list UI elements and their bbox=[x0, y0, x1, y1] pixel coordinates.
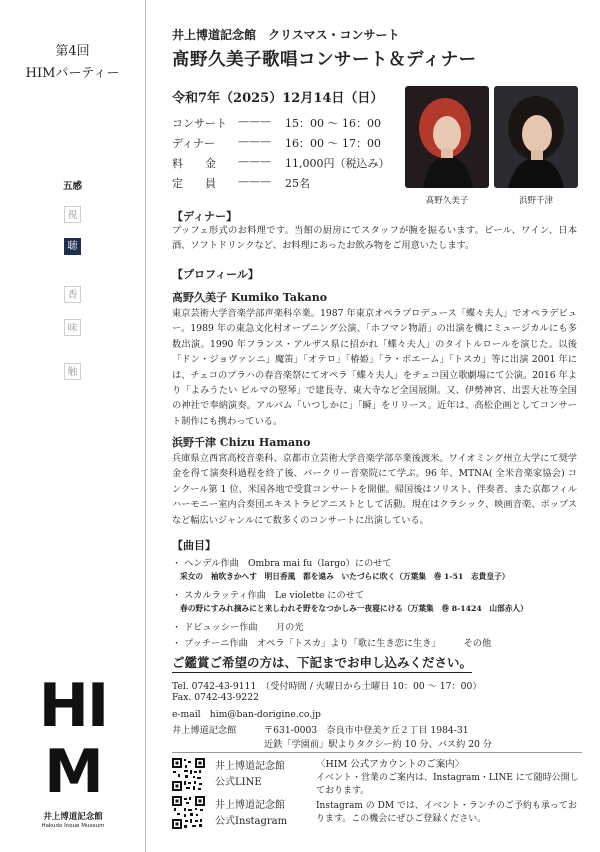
portrait-illustration bbox=[494, 86, 578, 188]
vertical-divider bbox=[145, 0, 146, 852]
photo-chizu-hamano bbox=[494, 86, 578, 188]
logo-him-line1: HI bbox=[38, 671, 108, 741]
profile-heading: 【プロフィール】 bbox=[172, 268, 259, 281]
party-name: HIMパーティー bbox=[25, 66, 120, 81]
schedule-dash: ——— bbox=[238, 155, 271, 168]
line-qr-code-icon[interactable] bbox=[172, 758, 205, 791]
photo-caption-hamano: 浜野千津 bbox=[518, 196, 553, 206]
logo-him-line2: M bbox=[44, 737, 102, 807]
schedule-dash: ——— bbox=[238, 135, 271, 148]
program-item: ・ スカルラッティ作曲 Le violette にのせて bbox=[172, 590, 365, 601]
schedule-label: ディナー bbox=[172, 137, 216, 150]
schedule-value: 11,000円（税込み） bbox=[285, 157, 390, 170]
sense-hearing: 聴 bbox=[64, 238, 81, 255]
program-item: ・ プッチーニ作曲 オペラ「トスカ」より「歌に生き恋に生き」 その他 bbox=[172, 638, 492, 649]
profile-name-takano: 髙野久美子 Kumiko Takano bbox=[172, 291, 328, 304]
profile-name-hamano: 浜野千津 Chizu Hamano bbox=[172, 436, 311, 449]
event-subtitle: 井上博道記念館 クリスマス・コンサート bbox=[172, 28, 400, 42]
sense-taste: 味 bbox=[64, 319, 81, 336]
contact-tel[interactable]: Tel. 0742-43-9111 （受付時間 / 火曜日から土曜日 10：00 ～ 17：00） bbox=[172, 681, 482, 692]
photo-caption-takano: 髙野久美子 bbox=[425, 196, 469, 206]
schedule-label: 定 員 bbox=[172, 177, 216, 190]
venue-address: 〒631-0003 奈良市中登美ケ丘２丁目 1984-31 bbox=[264, 725, 469, 736]
schedule-dash: ——— bbox=[238, 175, 271, 188]
sns-info-text-2: Instagram の DM では、イベント・ランチのご予約も承っております。この機会にぜひご登録ください。 bbox=[316, 801, 577, 825]
contact-fax: Fax. 0742-43-9222 bbox=[172, 692, 259, 703]
event-number: 第4回 bbox=[55, 44, 90, 59]
event-date: 令和7年（2025）12月14日（日） bbox=[172, 91, 384, 106]
dinner-text: ブッフェ形式のお料理です。当館の厨房にてスタッフが腕を振るいます。ビール、ワイン、日本酒、ソフトドリンクなど、お料理にあったお飲み物をご用意いたします。 bbox=[172, 225, 577, 252]
schedule-label: 料 金 bbox=[172, 157, 216, 170]
program-item-lyric: 春の野にすみれ摘みにと来しわれそ野をなつかしみ一夜寝にける（万葉集 巻 8-1424 山部赤人） bbox=[180, 604, 528, 613]
program-item-lyric: 采女の 袖吹きかへす 明日香風 都を遠み いたづらに吹く（万葉集 巻 1-51 志貴皇子） bbox=[180, 572, 510, 581]
program-item: ・ ドビュッシー作曲 月の光 bbox=[172, 622, 304, 633]
photo-kumiko-takano bbox=[405, 86, 489, 188]
schedule-dash: ——— bbox=[238, 115, 271, 128]
schedule-value: 16：00 ～ 17：00 bbox=[285, 137, 381, 150]
instagram-qr-code-icon[interactable] bbox=[172, 796, 205, 829]
sense-smell: 香 bbox=[64, 286, 81, 303]
program-heading: 【曲目】 bbox=[172, 539, 216, 552]
logo-caption-jp: 井上博道記念館 bbox=[43, 812, 103, 822]
program-item: ・ ヘンデル作曲 Ombra mai fu（largo）にのせて bbox=[172, 558, 392, 569]
senses-title: 五感 bbox=[62, 181, 82, 192]
venue-name: 井上博道記念館 bbox=[172, 725, 237, 736]
contact-email[interactable]: e-mail him@ban-dorigine.co.jp bbox=[172, 709, 321, 720]
inquiry-heading: ご鑑賞ご希望の方は、下記までお申し込みください。 bbox=[172, 653, 472, 673]
line-label-official[interactable]: 公式LINE bbox=[215, 777, 262, 788]
section-divider bbox=[172, 752, 582, 753]
sense-touch: 触 bbox=[64, 363, 81, 380]
profile-text-hamano: 兵庫県立西宮高校音楽科、京都市立芸術大学音楽学部卒業後渡米。ワイオミング州立大学にて奨学金を得て演奏科過程を終了後、バークリー音楽院にて学ぶ。96 年、MTNA( 全米音楽家協会) コンクール第 1 位、米国各地で受賞コンサートを開催。帰国後はソリスト、伴奏者、また京都フィルハーモニー室内合奏団エキストラピアニストとして活動。現在はクラシック、映画音楽、ポップスなど幅広いジャンルにて数多くのコンサートに出演している。 bbox=[172, 453, 577, 526]
instagram-label-official[interactable]: 公式Instagram bbox=[215, 816, 288, 827]
sns-info-heading: 〈HIM 公式アカウントのご案内〉 bbox=[316, 759, 465, 770]
dinner-heading: 【ディナー】 bbox=[172, 210, 238, 223]
event-title: 髙野久美子歌唱コンサート＆ディナー bbox=[172, 50, 477, 70]
venue-access: 近鉄「学園前」駅よりタクシー約 10 分、バス約 20 分 bbox=[264, 739, 492, 750]
sns-info-text-1: イベント・営業のご案内は、Instagram・LINE にて随時公開しております。 bbox=[316, 773, 579, 797]
schedule-value: 15：00 ～ 16：00 bbox=[285, 117, 381, 130]
profile-text-takano: 東京芸術大学音楽学部声楽科卒業。1987 年東京オペラプロデュース「蝶々夫人」でオペラデビュー。1989 年の東急文化村オープニング公演、「ホフマン物語」の出演を機にミュージカルにも多数出演。1990 年フランス・アルザス県に招かれ「蝶々夫人」のタイトルロールを演じた。以後「ドン・ジョヴァンニ」魔笛」「オテロ」「椿姫」「ラ・ボエーム」「トスカ」等に出演 2001 年には、チェコのプラハの春音楽祭にてオペラ「蝶々夫人」をチェコ国立歌劇場にて公演。2016 年より「よみうたい ビルマの竪琴」で建長寺、東大寺など全国展開。又、伊勢神宮、出雲大社等全国の神社で奉納演奏。アルバム「いつしかに」「瞬」をリリース。近年は、高松企画としてコンサート制作にも携わっている。 bbox=[172, 308, 577, 427]
schedule-label: コンサート bbox=[172, 117, 227, 130]
instagram-label-museum: 井上博道記念館 bbox=[215, 800, 285, 811]
schedule-value: 25名 bbox=[285, 177, 310, 190]
line-label-museum: 井上博道記念館 bbox=[215, 761, 285, 772]
logo-caption-en: Hakudo Inoue Museum bbox=[41, 823, 105, 829]
portrait-illustration bbox=[405, 86, 489, 188]
sense-sight: 視 bbox=[64, 206, 81, 223]
